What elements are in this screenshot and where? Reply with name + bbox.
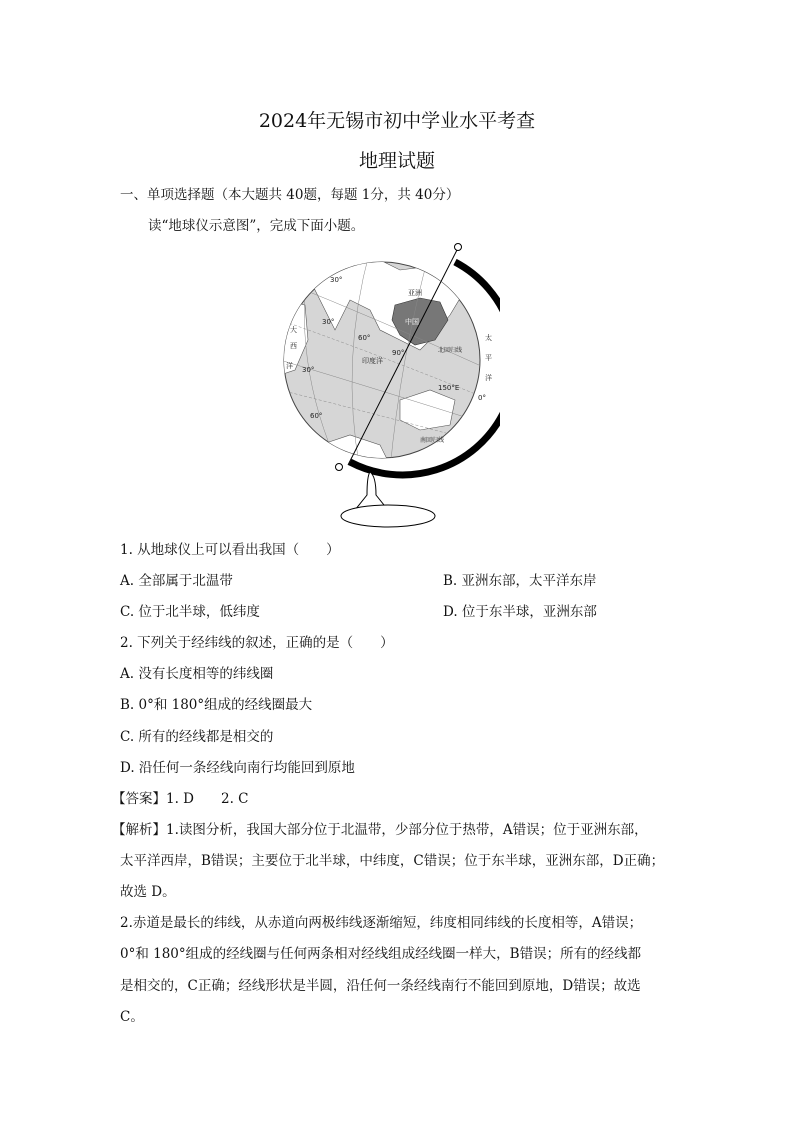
answer-label: 【答案】 xyxy=(112,791,166,807)
answer-line xyxy=(112,790,249,808)
q1-option-d: D. 位于东半球，亚洲东部 xyxy=(443,604,597,620)
label-atlantic-3: 洋 xyxy=(286,362,293,370)
label-pacific-3: 洋 xyxy=(485,374,492,382)
q2-option-d: D. 沿任何一条经线向南行均能回到原地 xyxy=(120,760,355,776)
label-60e: 60° xyxy=(358,334,371,342)
analysis-line-2: 太平洋西岸，B错误；主要位于北半球，中纬度，C错误；位于东半球，亚洲东部，D正确； xyxy=(120,853,665,869)
label-pacific: 太 xyxy=(485,334,492,342)
question-1-stem: 1. 从地球仪上可以看出我国（ ） xyxy=(120,542,340,558)
analysis-line-1 xyxy=(112,821,648,839)
q2-option-a: A. 没有长度相等的纬线圈 xyxy=(120,666,274,682)
label-atlantic: 大 xyxy=(290,326,297,334)
label-30n: 30° xyxy=(330,276,343,284)
label-indian-ocean: 印度洋 xyxy=(362,357,383,365)
analysis-text: 1.读图分析，我国大部分位于北温带，少部分位于热带，A错误；位于亚洲东部， xyxy=(166,822,648,838)
q1-option-b: B. 亚洲东部，太平洋东岸 xyxy=(443,573,597,589)
question-prompt: 读“地球仪示意图”，完成下面小题。 xyxy=(148,218,365,234)
label-atlantic-2: 西 xyxy=(290,342,297,350)
analysis-line-6: 是相交的，C正确；经线形状是半圆，沿任何一条经线南行不能回到原地，D错误；故选 xyxy=(120,978,641,994)
page-title: 2024年无锡市初中学业水平考查 xyxy=(258,110,536,132)
label-150e: 150°E xyxy=(438,384,460,392)
label-asia: 亚洲 xyxy=(408,289,422,297)
page-subtitle: 地理试题 xyxy=(358,150,435,172)
analysis-line-4: 2.赤道是最长的纬线，从赤道向两极纬线逐渐缩短，纬度相同纬线的长度相等，A错误； xyxy=(120,915,643,931)
label-pacific-2: 平 xyxy=(485,354,492,362)
q1-option-c: C. 位于北半球，低纬度 xyxy=(120,604,260,620)
label-0: 0° xyxy=(478,394,486,402)
q1-option-a: A. 全部属于北温带 xyxy=(120,573,233,589)
analysis-line-7: C。 xyxy=(120,1009,144,1025)
q2-option-c: C. 所有的经线都是相交的 xyxy=(120,729,274,745)
label-30s: 30° xyxy=(302,366,315,374)
question-2-stem: 2. 下列关于经纬线的叙述，正确的是（ ） xyxy=(120,635,394,651)
label-tropic-north: 北回归线 xyxy=(438,347,463,354)
analysis-line-3: 故选 D。 xyxy=(120,884,176,900)
globe-base xyxy=(341,505,435,527)
globe-stand xyxy=(355,472,388,510)
answer-text: 1. D 2. C xyxy=(166,791,249,807)
section-heading: 一、单项选择题（本大题共 40题，每题 1分，共 40分） xyxy=(120,187,460,203)
label-tropic-south: 南回归线 xyxy=(420,437,445,444)
q2-option-b: B. 0°和 180°组成的经线圈最大 xyxy=(120,697,313,713)
analysis-line-5: 0°和 180°组成的经线圈与任何两条相对经线组成经线圈一样大，B错误；所有的经线都 xyxy=(120,946,642,962)
label-30e: 30° xyxy=(322,318,335,326)
label-60s: 60° xyxy=(310,412,323,420)
label-90e: 90° xyxy=(392,349,405,357)
label-china: 中国 xyxy=(405,318,419,326)
analysis-label: 【解析】 xyxy=(112,822,166,838)
globe-figure xyxy=(280,240,500,532)
